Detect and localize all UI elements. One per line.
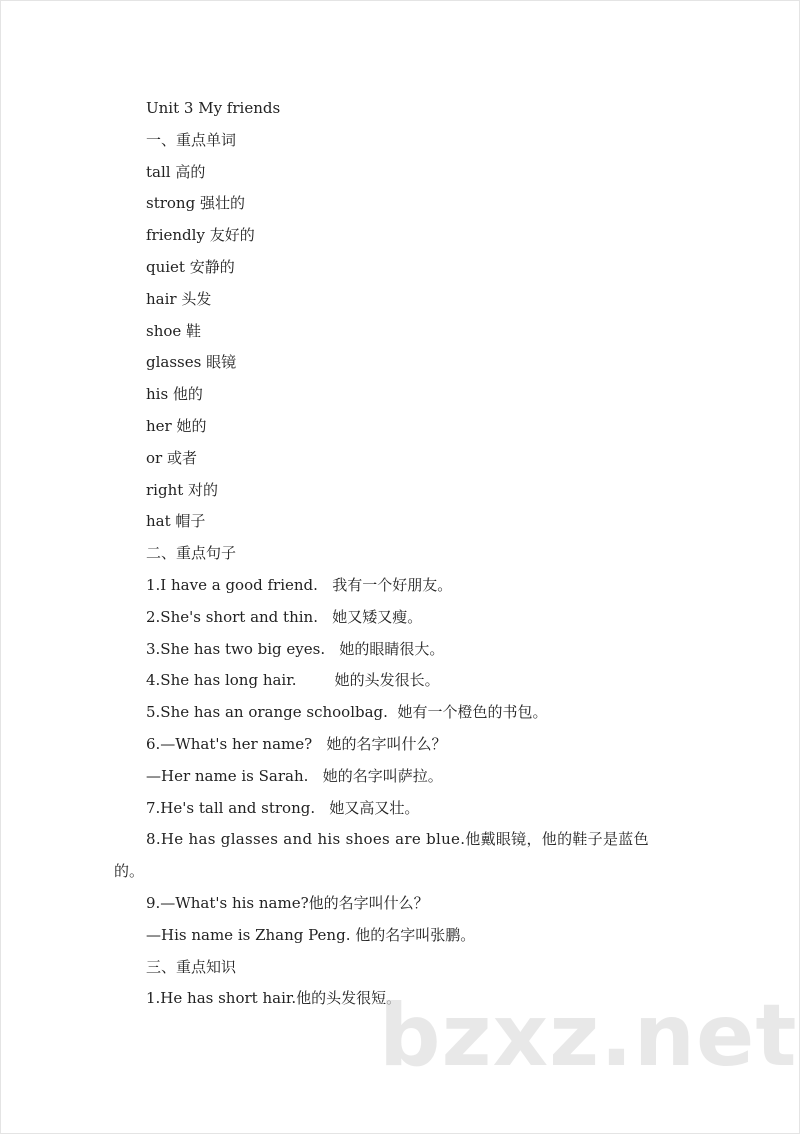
vocab-item: or 或者 — [146, 448, 197, 467]
section-heading-key-sentences: 二、重点句子 — [146, 544, 237, 563]
section-heading-key-knowledge: 三、重点知识 — [146, 957, 237, 976]
sentence-item: —His name is Zhang Peng. 他的名字叫张鹏。 — [146, 925, 476, 944]
vocab-item: hair 头发 — [146, 289, 212, 308]
knowledge-item: 1.He has short hair.他的头发很短。 — [146, 989, 402, 1008]
sentence-item: —Her name is Sarah. 她的名字叫萨拉。 — [146, 766, 443, 785]
unit-title: Unit 3 My friends — [146, 99, 281, 117]
vocab-item: quiet 安静的 — [146, 257, 235, 276]
sentence-item: 3.She has two big eyes. 她的眼睛很大。 — [146, 639, 445, 658]
sentence-item: 8.He has glasses and his shoes are blue.他戴眼镜，他的鞋子是蓝色 — [146, 830, 649, 849]
sentence-item: 5.She has an orange schoolbag. 她有一个橙色的书包。 — [146, 703, 548, 722]
vocab-item: glasses 眼镜 — [146, 353, 237, 372]
vocab-item: tall 高的 — [146, 162, 206, 181]
document-content — [1, 93, 800, 1015]
section-heading-key-words: 一、重点单词 — [146, 130, 237, 149]
sentence-item: 2.She's short and thin. 她又矮又瘦。 — [146, 607, 423, 626]
sentence-item: 7.He's tall and strong. 她又高又壮。 — [146, 798, 420, 817]
vocab-item: right 对的 — [146, 480, 219, 499]
sentence-item: 9.—What's his name?他的名字叫什么？ — [146, 893, 429, 912]
sentence-item: 4.She has long hair. 她的头发很长。 — [146, 671, 440, 690]
sentence-item: 6.—What's her name? 她的名字叫什么？ — [146, 734, 447, 753]
vocab-item: hat 帽子 — [146, 512, 206, 531]
sentence-item-continuation: 的。 — [114, 862, 145, 881]
sentence-item: 1.I have a good friend. 我有一个好朋友。 — [146, 575, 453, 594]
vocab-item: friendly 友好的 — [146, 226, 255, 245]
vocab-item: shoe 鞋 — [146, 321, 202, 340]
watermark: bzxz.net — [379, 986, 798, 1086]
vocab-item: strong 强壮的 — [146, 194, 245, 213]
vocab-item: her 她的 — [146, 416, 207, 435]
vocab-item: his 他的 — [146, 385, 203, 404]
